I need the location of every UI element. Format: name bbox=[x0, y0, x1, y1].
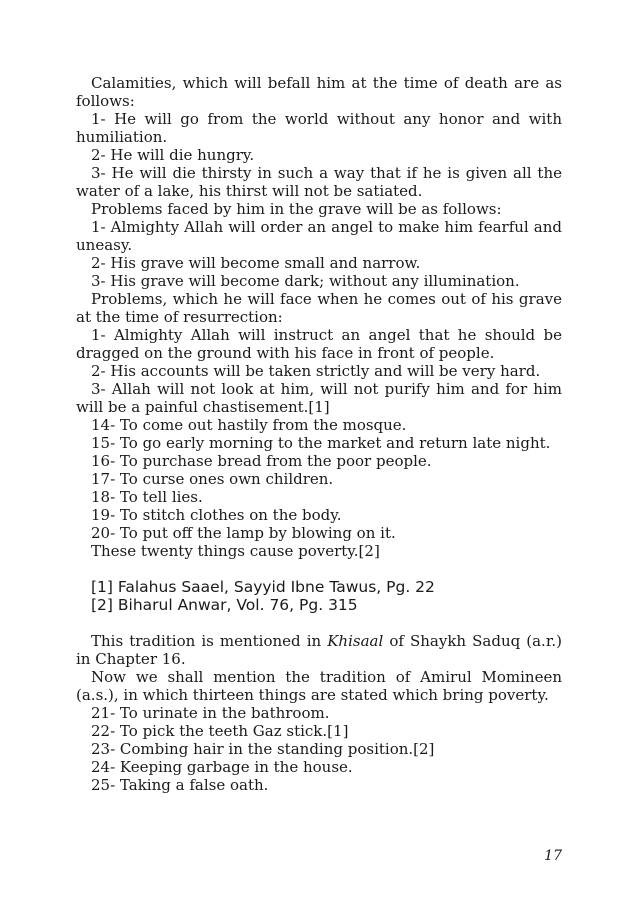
paragraph: Problems faced by him in the grave will be as follows: bbox=[91, 200, 502, 218]
book-title: Khisaal bbox=[327, 632, 384, 650]
list-item: 19- To stitch clothes on the body. bbox=[91, 506, 342, 524]
page-number: 17 bbox=[544, 848, 562, 864]
paragraph: Calamities, which will befall him at the time of death are as follows: bbox=[76, 74, 562, 110]
section-tradition bbox=[76, 632, 562, 794]
paragraph: These twenty things cause poverty.[2] bbox=[91, 542, 380, 560]
tradition-text-after: of Shaykh Saduq (a.r.) in Chapter 16. bbox=[76, 632, 562, 668]
paragraph: 2- He will die hungry. bbox=[91, 146, 255, 164]
list-item: 23- Combing hair in the standing position.[2] bbox=[91, 740, 435, 758]
list-item: 15- To go early morning to the market and return late night. bbox=[91, 434, 551, 452]
list-item: 25- Taking a false oath. bbox=[91, 776, 269, 794]
spacer bbox=[76, 560, 562, 578]
list-item: 14- To come out hastily from the mosque. bbox=[91, 416, 407, 434]
paragraph: 1- He will go from the world without any honor and with humiliation. bbox=[76, 110, 562, 146]
paragraph: 1- Almighty Allah will order an angel to make him fearful and uneasy. bbox=[76, 218, 562, 254]
paragraph: Problems, which he will face when he comes out of his grave at the time of resurrection: bbox=[76, 290, 562, 326]
paragraph-tradition bbox=[76, 632, 562, 668]
spacer bbox=[76, 614, 562, 632]
page-body bbox=[76, 74, 562, 794]
paragraph: 3- His grave will become dark; without any illumination. bbox=[91, 272, 520, 290]
list-item: 20- To put off the lamp by blowing on it. bbox=[91, 524, 396, 542]
footnote: [2] Biharul Anwar, Vol. 76, Pg. 315 bbox=[91, 596, 358, 614]
paragraph: 2- His accounts will be taken strictly and will be very hard. bbox=[91, 362, 541, 380]
list-item: 17- To curse ones own children. bbox=[91, 470, 334, 488]
paragraph: 3- Allah will not look at him, will not purify him and for him will be a painful chastisement.[1] bbox=[76, 380, 562, 416]
list-item: 24- Keeping garbage in the house. bbox=[91, 758, 353, 776]
list-item: 16- To purchase bread from the poor people. bbox=[91, 452, 432, 470]
footnotes bbox=[76, 578, 562, 614]
tradition-text-before: This tradition is mentioned in bbox=[91, 632, 328, 650]
list-item: 18- To tell lies. bbox=[91, 488, 203, 506]
list-item: 21- To urinate in the bathroom. bbox=[91, 704, 330, 722]
paragraph: 3- He will die thirsty in such a way that if he is given all the water of a lake, his thirst will not be satiated. bbox=[76, 164, 562, 200]
paragraph: Now we shall mention the tradition of Amirul Momineen (a.s.), in which thirteen things are stated which bring poverty. bbox=[76, 668, 562, 704]
paragraph: 2- His grave will become small and narrow. bbox=[91, 254, 421, 272]
paragraph: 1- Almighty Allah will instruct an angel that he should be dragged on the ground with his face in front of people. bbox=[76, 326, 562, 362]
section-calamities bbox=[76, 74, 562, 560]
footnote: [1] Falahus Saael, Sayyid Ibne Tawus, Pg. 22 bbox=[91, 578, 435, 596]
list-item: 22- To pick the teeth Gaz stick.[1] bbox=[91, 722, 349, 740]
